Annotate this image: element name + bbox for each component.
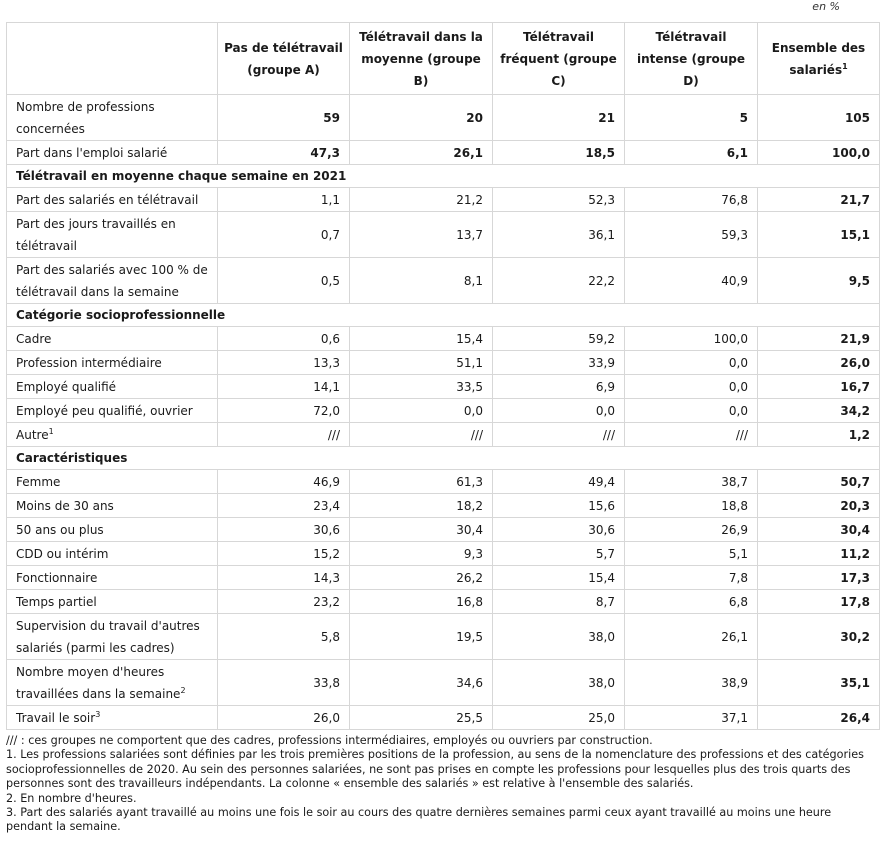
cell-value: 47,3: [218, 141, 350, 165]
cell-value: 16,8: [350, 590, 493, 614]
table-row: [7, 327, 880, 351]
table-row: [7, 188, 880, 212]
cell-total: 17,8: [758, 590, 880, 614]
row-label-text: Temps partiel: [16, 594, 97, 609]
cell-value: 30,6: [218, 518, 350, 542]
row-label: [7, 494, 218, 518]
row-label: [7, 660, 218, 706]
cell-value: 33,5: [350, 375, 493, 399]
row-label-text: Profession intermédiaire: [16, 355, 162, 370]
row-label-text: Autre: [16, 427, 49, 442]
cell-total: 21,9: [758, 327, 880, 351]
row-label: [7, 542, 218, 566]
row-label-text: Nombre de professions concernées: [16, 99, 155, 136]
cell-value: 6,8: [625, 590, 758, 614]
table-row: [7, 258, 880, 304]
cell-value: 15,2: [218, 542, 350, 566]
cell-value: 0,0: [625, 399, 758, 423]
cell-total: 9,5: [758, 258, 880, 304]
cell-total: 1,2: [758, 423, 880, 447]
cell-total: 17,3: [758, 566, 880, 590]
cell-value: 100,0: [625, 327, 758, 351]
row-label-text: Part dans l'emploi salarié: [16, 145, 168, 160]
cell-value: 18,2: [350, 494, 493, 518]
cell-value: 22,2: [493, 258, 625, 304]
cell-value: 13,7: [350, 212, 493, 258]
cell-value: 23,2: [218, 590, 350, 614]
cell-total: 16,7: [758, 375, 880, 399]
cell-value: ///: [218, 423, 350, 447]
cell-value: 26,1: [625, 614, 758, 660]
cell-total: 26,0: [758, 351, 880, 375]
cell-value: 0,0: [625, 375, 758, 399]
cell-value: 13,3: [218, 351, 350, 375]
table-row: [7, 566, 880, 590]
footnote: 2. En nombre d'heures.: [6, 791, 137, 805]
cell-value: 21: [493, 95, 625, 141]
cell-value: 38,0: [493, 660, 625, 706]
cell-value: 25,5: [350, 706, 493, 730]
cell-value: 8,7: [493, 590, 625, 614]
cell-value: 26,2: [350, 566, 493, 590]
row-label: [7, 518, 218, 542]
cell-value: 0,5: [218, 258, 350, 304]
row-label: [7, 423, 218, 447]
row-label-text: Part des salariés avec 100 % de télétravail dans la semaine: [16, 262, 208, 299]
footnote: 1. Les professions salariées sont définies par les trois premières positions de la profession, au sens de la nomenclature des professions et des catégories socioprofessionnelles de 2020. Au sein des personnes salariées, ne sont pas prises en compte les professions pour lesquelles plus des trois quarts des personnes sont des travailleurs indépendants. La colonne « ensemble des salariés » est relative à l'ensemble des salariés.: [6, 748, 864, 791]
cell-value: 1,1: [218, 188, 350, 212]
footnote-ref: 1: [48, 426, 54, 436]
cell-total: 15,1: [758, 212, 880, 258]
cell-value: 51,1: [350, 351, 493, 375]
row-label: [7, 399, 218, 423]
table-row: [7, 706, 880, 730]
cell-value: 59,3: [625, 212, 758, 258]
cell-value: 36,1: [493, 212, 625, 258]
cell-value: ///: [625, 423, 758, 447]
cell-value: 14,3: [218, 566, 350, 590]
cell-value: 59: [218, 95, 350, 141]
cell-total: 34,2: [758, 399, 880, 423]
cell-value: 33,8: [218, 660, 350, 706]
column-header-total: Ensemble des salariés$^1$: [758, 23, 880, 95]
footnote: 3. Part des salariés ayant travaillé au moins une fois le soir au cours des quatre dernières semaines parmi ceux ayant travaillé au moins une heure pendant la semaine.: [6, 806, 832, 834]
cell-value: 26,0: [218, 706, 350, 730]
row-label-text: CDD ou intérim: [16, 546, 109, 561]
cell-value: 19,5: [350, 614, 493, 660]
cell-value: 5,8: [218, 614, 350, 660]
cell-value: 52,3: [493, 188, 625, 212]
row-label-text: Employé peu qualifié, ouvrier: [16, 403, 193, 418]
cell-total: 50,7: [758, 470, 880, 494]
cell-value: 49,4: [493, 470, 625, 494]
column-header: Pas de télétravail (groupe A): [218, 23, 350, 95]
table-row: [7, 351, 880, 375]
data-table: [6, 22, 880, 730]
cell-value: 15,6: [493, 494, 625, 518]
cell-total: 20,3: [758, 494, 880, 518]
cell-value: 18,5: [493, 141, 625, 165]
row-label: [7, 706, 218, 730]
cell-total: 30,4: [758, 518, 880, 542]
cell-value: 6,1: [625, 141, 758, 165]
row-label-text: Part des salariés en télétravail: [16, 192, 199, 207]
table-row: [7, 590, 880, 614]
table-row: [7, 375, 880, 399]
cell-value: 15,4: [350, 327, 493, 351]
row-label-text: Moins de 30 ans: [16, 498, 114, 513]
cell-value: 25,0: [493, 706, 625, 730]
cell-value: 15,4: [493, 566, 625, 590]
header-row: [7, 23, 880, 95]
table-row: [7, 95, 880, 141]
cell-total: 105: [758, 95, 880, 141]
section-row: [7, 165, 880, 188]
unit-label: en %: [812, 0, 840, 13]
cell-value: 0,0: [493, 399, 625, 423]
cell-total: 35,1: [758, 660, 880, 706]
row-label-text: Femme: [16, 474, 61, 489]
cell-value: 59,2: [493, 327, 625, 351]
section-title: Catégorie socioprofessionnelle: [7, 304, 880, 327]
table-row: [7, 212, 880, 258]
cell-value: 38,0: [493, 614, 625, 660]
cell-total: 30,2: [758, 614, 880, 660]
row-label-text: 50 ans ou plus: [16, 522, 104, 537]
cell-value: 20: [350, 95, 493, 141]
header-empty: [7, 23, 218, 95]
column-header: Télétravail intense (groupe D): [625, 23, 758, 95]
cell-value: 34,6: [350, 660, 493, 706]
row-label-text: Cadre: [16, 331, 52, 346]
section-title: Télétravail en moyenne chaque semaine en 2021: [7, 165, 880, 188]
cell-value: 18,8: [625, 494, 758, 518]
cell-value: 23,4: [218, 494, 350, 518]
cell-value: 5: [625, 95, 758, 141]
cell-value: 37,1: [625, 706, 758, 730]
table-row: [7, 614, 880, 660]
cell-value: 0,6: [218, 327, 350, 351]
cell-value: 5,7: [493, 542, 625, 566]
cell-value: 0,7: [218, 212, 350, 258]
cell-value: 26,1: [350, 141, 493, 165]
cell-value: 5,1: [625, 542, 758, 566]
section-row: [7, 304, 880, 327]
cell-value: 40,9: [625, 258, 758, 304]
cell-total: 21,7: [758, 188, 880, 212]
cell-total: 11,2: [758, 542, 880, 566]
row-label: [7, 141, 218, 165]
section-row: [7, 447, 880, 470]
row-label: [7, 212, 218, 258]
cell-value: 76,8: [625, 188, 758, 212]
row-label: [7, 258, 218, 304]
cell-total: 26,4: [758, 706, 880, 730]
cell-value: ///: [350, 423, 493, 447]
cell-value: ///: [493, 423, 625, 447]
row-label: [7, 375, 218, 399]
footnotes: [6, 734, 876, 835]
table-row: [7, 542, 880, 566]
column-header: Télétravail dans la moyenne (groupe B): [350, 23, 493, 95]
row-label-text: Nombre moyen d'heures travaillées dans la semaine: [16, 664, 181, 701]
row-label: [7, 327, 218, 351]
cell-value: 61,3: [350, 470, 493, 494]
table-row: [7, 518, 880, 542]
cell-value: 7,8: [625, 566, 758, 590]
row-label: [7, 614, 218, 660]
cell-value: 26,9: [625, 518, 758, 542]
cell-value: 33,9: [493, 351, 625, 375]
row-label-text: Fonctionnaire: [16, 570, 98, 585]
row-label-text: Employé qualifié: [16, 379, 117, 394]
cell-value: 38,7: [625, 470, 758, 494]
cell-value: 38,9: [625, 660, 758, 706]
column-header: Télétravail fréquent (groupe C): [493, 23, 625, 95]
cell-value: 6,9: [493, 375, 625, 399]
row-label: [7, 470, 218, 494]
row-label: [7, 188, 218, 212]
footnote: /// : ces groupes ne comportent que des cadres, professions intermédiaires, employés ou ouvriers par construction.: [6, 734, 653, 747]
row-label-text: Travail le soir: [16, 710, 96, 725]
table-row: [7, 423, 880, 447]
footnote-ref: 2: [180, 685, 186, 695]
row-label-text: Supervision du travail d'autres salariés (parmi les cadres): [16, 618, 200, 655]
cell-value: 0,0: [625, 351, 758, 375]
cell-value: 0,0: [350, 399, 493, 423]
cell-value: 8,1: [350, 258, 493, 304]
footnote-ref: 3: [95, 709, 101, 719]
cell-value: 46,9: [218, 470, 350, 494]
row-label: [7, 95, 218, 141]
cell-value: 72,0: [218, 399, 350, 423]
cell-value: 9,3: [350, 542, 493, 566]
row-label-text: Part des jours travaillés en télétravail: [16, 216, 176, 253]
row-label: [7, 590, 218, 614]
cell-total: 100,0: [758, 141, 880, 165]
row-label: [7, 566, 218, 590]
section-title: Caractéristiques: [7, 447, 880, 470]
table-row: [7, 660, 880, 706]
cell-value: 30,6: [493, 518, 625, 542]
table-row: [7, 141, 880, 165]
row-label: [7, 351, 218, 375]
table-row: [7, 470, 880, 494]
cell-value: 14,1: [218, 375, 350, 399]
cell-value: 21,2: [350, 188, 493, 212]
table-row: [7, 399, 880, 423]
cell-value: 30,4: [350, 518, 493, 542]
table-row: [7, 494, 880, 518]
